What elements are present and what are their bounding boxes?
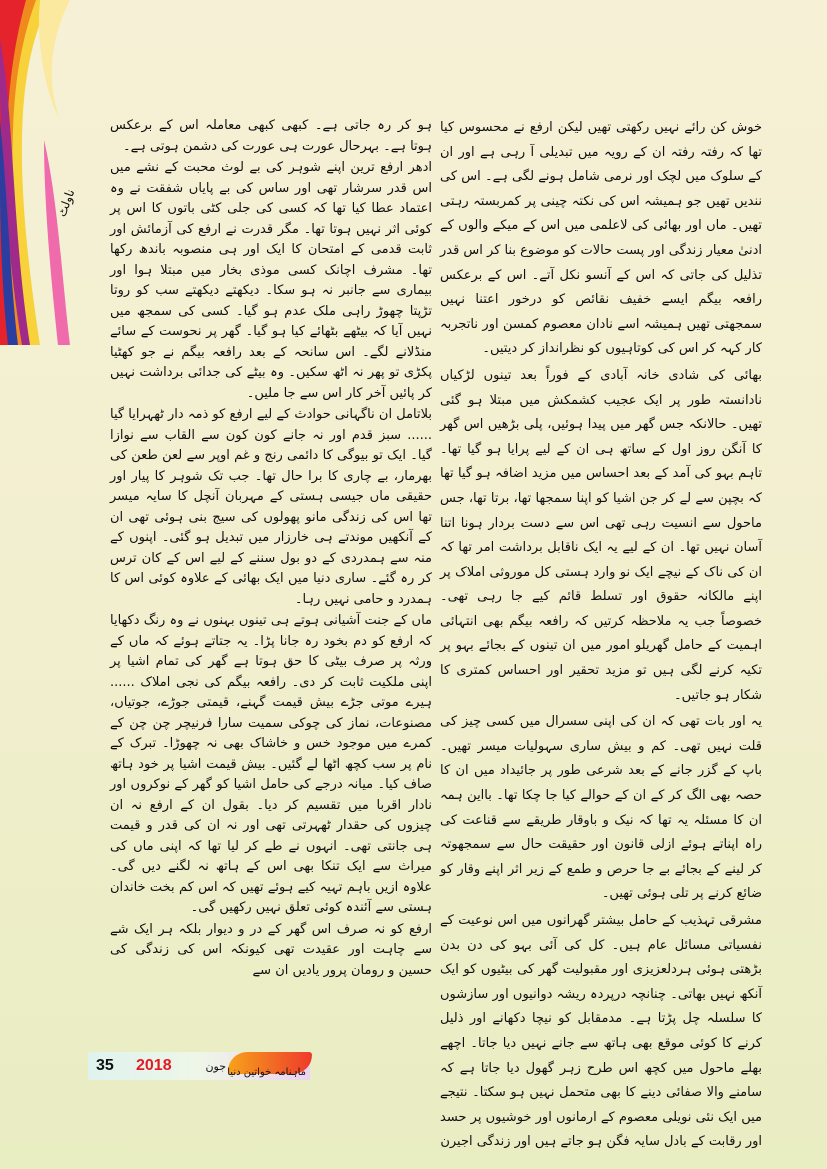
paragraph: مشرقی تہذیب کے حامل بیشتر گھرانوں میں اس نوعیت کے نفسیاتی مسائل عام ہیں۔ کل کی آئی بہو کی دن بدن بڑھتی ہوئی ہردلعزیزی اور مقبولیت گھر کی بیٹیوں کو ایک آنکھ نہیں بھاتی۔ چنانچہ درپردہ ریشہ دوانیوں اور سازشوں کا سلسلہ چل پڑتا ہے۔ مدمقابل کو نیچا دکھانے اور ذلیل کرنے کا کوئی موقع بھی ہاتھ سے جانے نہیں دیا جاتا۔ اچھے بھلے ماحول میں کچھ اس طرح زہر گھول دیا جاتا ہے کہ سامنے والا صفائی دینے کا بھی متحمل نہیں ہو سکتا۔ نتیجے میں ایک نئی نویلی معصوم کے ارمانوں اور خوشیوں پر حسد اور رقابت کے بادل سایہ فگن ہو جاتے ہیں اور زندگی اجیرن [440,913,762,1150]
paragraph: یہ اور بات تھی کہ ان کی اپنی سسرال میں کسی چیز کی قلت نہیں تھی۔ کم و بیش ساری سہولیات میسر تھیں۔ باپ کے گزر جانے کے بعد شرعی طور پر جائیداد میں ان کا حصہ بھی الگ کر کے ان کے حوالے کیا جا چکا تھا۔ بااین ہمہ ان کا مسئلہ یہ تھا کہ نیک و باوقار طریقے سے قناعت کی راہ اپناتے ہوئے ازلی قانون اور حقیقت حال سے سمجھوتہ کر لینے کے بجائے بے جا حرص و طمع کے زیر اثر اپنے وقار کو ضائع کرنے پر تلی ہوئی تھیں۔ [440,714,762,902]
paragraph: ماں کے جنت آشیانی ہوتے ہی تینوں بہنوں نے وہ رنگ دکھایا کہ ارفع کو دم بخود رہ جانا پڑا۔ یہ جتاتے ہوئے کہ ماں کے ورثہ پر صرف بیٹی کا حق ہوتا ہے گھر کی تمام اشیا پر اپنی ملکیت ثابت کر دی۔ رافعہ بیگم کی نجی املاک ...... ہیرے موتی جڑے بیش قیمت گہنے، قیمتی جوڑے، جوتیاں، مصنوعات، نماز کی چوکی سمیت سارا فرنیچر چن چن کے کمرے میں موجود خس و خاشاک بھی نہ چھوڑا۔ تبرک کے نام پر سب کچھ اٹھا لے گئیں۔ بیش قیمت اشیا پر خود ہاتھ صاف کیا۔ میانہ درجے کی حامل اشیا کو گھر کے نوکروں اور نادار اقربا میں تقسیم کر دیا۔ بقول ان کے ارفع نہ ان چیزوں کی حقدار ٹھہرتی تھی اور نہ ان کی قدر و قیمت ہی جانتی تھی۔ انہوں نے طے کر لیا تھا کہ اپنی ماں کی میراث سے ایک تنکا بھی اس کے ہاتھ نہ لگنے دیں گی۔ علاوہ ازیں باہم تہیہ کیے ہوئے تھیں کہ اس کم بخت خاندان ہستی سے آئندہ کوئی تعلق نہیں رکھیں گی۔ [110,613,432,915]
page-number: 35 [96,1057,114,1074]
issue-month: جون [205,1059,226,1073]
magazine-name: ماہنامہ خواتین دنیا [227,1067,306,1078]
issue-year: 2018 [136,1057,172,1074]
paragraph: ارفع کو نہ صرف اس گھر کے در و دیوار بلکہ ہر ایک شے سے چاہت اور عقیدت تھی کیونکہ اس کی زندگی کی حسین و رومان پرور یادیں ان سے [110,921,432,978]
right-column [439,116,762,1150]
section-label: ناولٹ [54,187,78,219]
rainbow-swirl-decoration [0,0,70,345]
paragraph: ہو کر رہ جاتی ہے۔ کبھی کبھی معاملہ اس کے برعکس ہوتا ہے۔ بہرحال عورت ہی عورت کی دشمن ہوتی ہے۔ [110,118,432,154]
magazine-logo [226,1052,310,1080]
paragraph: ادھر ارفع ترین اپنے شوہر کی بے لوث محبت کے نشے میں اس قدر سرشار تھی اور ساس کی بے پایاں شفقت نے وہ اعتماد عطا کیا تھا کہ کسی کی جلی کٹی باتوں کا اس پر کوئی اثر نہیں ہوتا تھا۔ مگر قدرت نے ارفع کی آزمائش اور ثابت قدمی کے امتحان کا ایک اور ہی منصوبہ باندھ رکھا تھا۔ مشرف اچانک کسی موذی بخار میں مبتلا ہوا اور بیماری سے جانبر نہ ہو سکا۔ دیکھتے دیکھتے سب کو روتا تڑپتا چھوڑ راہی ملک عدم ہو گیا۔ کسی کی سمجھ میں نہیں آیا کہ بیٹھے بٹھائے کیا ہو گیا۔ گھر پر نحوست کے سائے منڈلانے لگے۔ اس سانحہ کے بعد رافعہ بیگم نے جو کھٹیا پکڑی تو پھر نہ اٹھ سکیں۔ وہ بیٹے کی جدائی برداشت نہیں کر پائیں آخر کار اس سے جا ملیں۔ [110,160,432,401]
paragraph: بلاتامل ان ناگہانی حوادث کے لیے ارفع کو ذمہ دار ٹھہرایا گیا ...... سبز قدم اور نہ جانے کون کون سے القاب سے نوازا گیا۔ ایک تو بیوگی کا دائمی رنج و غم اوپر سے لعن طعن کی بھرمار، بے چاری کا برا حال تھا۔ جب تک شوہر کا پیار اور حقیقی ماں جیسی ہستی کے مہربان آنچل کا سایہ میسر تھا اس کی زندگی مانو پھولوں کی سیج بنی ہوئی تھی ان کے آنکھیں موندتے ہی خارزار میں تبدیل ہو گئی۔ اپنوں کے منہ سے ہمدردی کے دو بول سننے کے لیے اس کے کان ترس کر رہ گئے۔ ساری دنیا میں ایک بھائی کے علاوہ کوئی اس کا ہمدرد و حامی نہیں رہا۔ [110,407,432,607]
paragraph: بھائی کی شادی خانہ آبادی کے فوراً بعد تینوں لڑکیاں نادانستہ طور پر ایک عجیب کشمکش میں مبتلا ہو گئی تھیں۔ حالانکہ جس گھر میں پیدا ہوئیں، پلی بڑھیں اس گھر کا آنگن روز اول کے ساتھ ہی ان کے لیے پرایا ہو گیا تھا۔ تاہم بہو کی آمد کے بعد احساس میں مزید اضافہ ہو گیا تھا کہ بچپن سے لے کر جن اشیا کو اپنا سمجھا تھا، برتا تھا، جس ماحول سے انسیت رہی تھی اس سے دست بردار ہونا اتنا آسان نہیں تھا۔ ان کے لیے یہ ایک ناقابل برداشت امر تھا کہ ان کی ناک کے نیچے ایک نو وارد ہستی کل موروثی املاک پر اپنے مالکانہ حقوق اور تسلط قائم کیے جا رہی تھی۔ خصوصاً جب یہ ملاحظہ کرتیں کہ رافعہ بیگم بھی انتہائی اہمیت کے حامل گھریلو امور میں ان تینوں کے بجائے بہو پر تکیہ کرنے لگی ہیں تو مزید تحقیر اور احساس کمتری کا شکار ہو جاتیں۔ [440,367,762,703]
paragraph: خوش کن رائے نہیں رکھتی تھیں لیکن ارفع نے محسوس کیا تھا کہ رفتہ رفتہ ان کے رویہ میں تبدیلی آ رہی ہے اور ان کے سلوک میں لچک اور نرمی شامل ہونے لگی ہے۔ اس کی نندیں تھیں جو ہمیشہ اس کی نکتہ چینی پر کمربستہ رہتی تھیں۔ ماں اور بھائی کی لاعلمی میں اس کے میکے والوں کے ادنیٰ معیار زندگی اور پست حالات کو موضوع بنا کر اس قدر تذلیل کی جاتی کہ اس کے آنسو نکل آتے۔ اس کے برعکس رافعہ بیگم ایسے خفیف نقائص کو درخور اعتنا نہیں سمجھتی تھیں ہمیشہ اسے نادان معصوم کمسن اور ناتجربہ کار کہہ کر اس کی کوتاہیوں کو نظرانداز کر دیتیں۔ [439,120,762,357]
left-column [110,116,432,981]
page-footer [88,1052,310,1080]
